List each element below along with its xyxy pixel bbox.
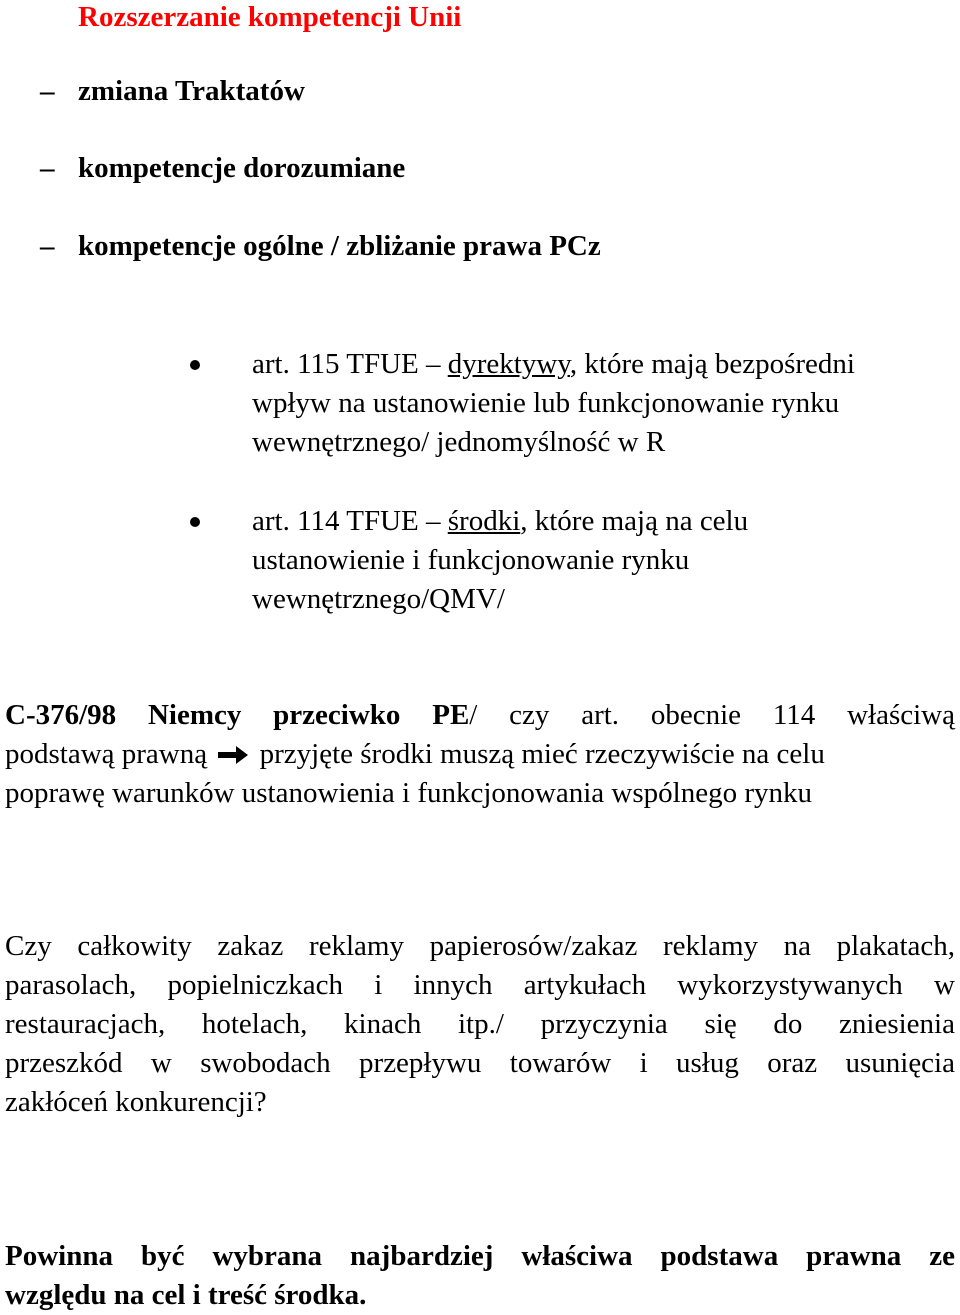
conclusion-paragraph	[5, 1237, 955, 1315]
bullet-dot-icon	[190, 517, 200, 527]
dash-list-item	[40, 229, 601, 263]
dash-item-text: kompetencje ogólne / zbliżanie prawa PCz	[78, 230, 601, 262]
case-line-2-start: podstawą prawną	[5, 738, 208, 770]
bullet-line: wpływ na ustanowienie lub funkcjonowanie rynku	[252, 387, 840, 419]
bullet-line: wewnętrznego/ jednomyślność w R	[252, 426, 666, 458]
question-line: przeszkód w swobodach przepływu towarów i usług oraz usunięcia	[5, 1047, 955, 1079]
question-line: zakłóceń konkurencji?	[5, 1086, 267, 1118]
case-reference: C-376/98 Niemcy przeciwko PE	[5, 699, 470, 731]
bullet-line	[252, 502, 748, 541]
question-line: restauracjach, hotelach, kinach itp./ przyczynia się do zniesienia	[5, 1008, 955, 1040]
bullet-underlined-term: środki	[447, 505, 521, 537]
bullet-text	[252, 345, 855, 462]
bullet-rest: , które mają na celu	[520, 505, 749, 537]
dash-list-item	[40, 74, 305, 108]
dash-marker: –	[40, 152, 55, 184]
case-paragraph	[5, 696, 955, 813]
question-line: Czy całkowity zakaz reklamy papierosów/zakaz reklamy na plakatach,	[5, 930, 955, 962]
bullet-dot-icon	[190, 360, 200, 370]
bullet-underlined-term: dyrektywy	[447, 348, 570, 380]
right-arrow-icon	[216, 744, 250, 766]
page-title: Rozszerzanie kompetencji Unii	[78, 1, 462, 33]
bullet-text	[252, 502, 748, 619]
bullet-rest: , które mają bezpośredni	[569, 348, 855, 380]
bullet-line: ustanowienie i funkcjonowanie rynku	[252, 544, 690, 576]
dash-marker: –	[40, 75, 55, 107]
bullet-prefix: art. 115 TFUE –	[252, 348, 448, 380]
case-line-2	[5, 735, 955, 774]
dash-list-item	[40, 151, 405, 185]
question-line: parasolach, popielniczkach i innych artykułach wykorzystywanych w	[5, 969, 955, 1001]
bullet-line: wewnętrznego/QMV/	[252, 583, 505, 615]
bullet-prefix: art. 114 TFUE –	[252, 505, 448, 537]
dash-item-text: kompetencje dorozumiane	[78, 152, 406, 184]
case-line-2-end: przyjęte środki muszą mieć rzeczywiście na celu	[259, 738, 825, 770]
bullet-line	[252, 345, 855, 384]
case-line-3: poprawę warunków ustanowienia i funkcjonowania wspólnego rynku	[5, 777, 812, 809]
case-line-1	[5, 696, 955, 735]
dash-marker: –	[40, 230, 55, 262]
conclusion-line: względu na cel i treść środka.	[5, 1279, 367, 1311]
question-paragraph	[5, 927, 955, 1122]
dash-item-text: zmiana Traktatów	[78, 75, 305, 107]
conclusion-line: Powinna być wybrana najbardziej właściwa podstawa prawna ze	[5, 1240, 955, 1272]
case-line-1-rest: / czy art. obecnie 114 właściwą	[469, 699, 955, 731]
